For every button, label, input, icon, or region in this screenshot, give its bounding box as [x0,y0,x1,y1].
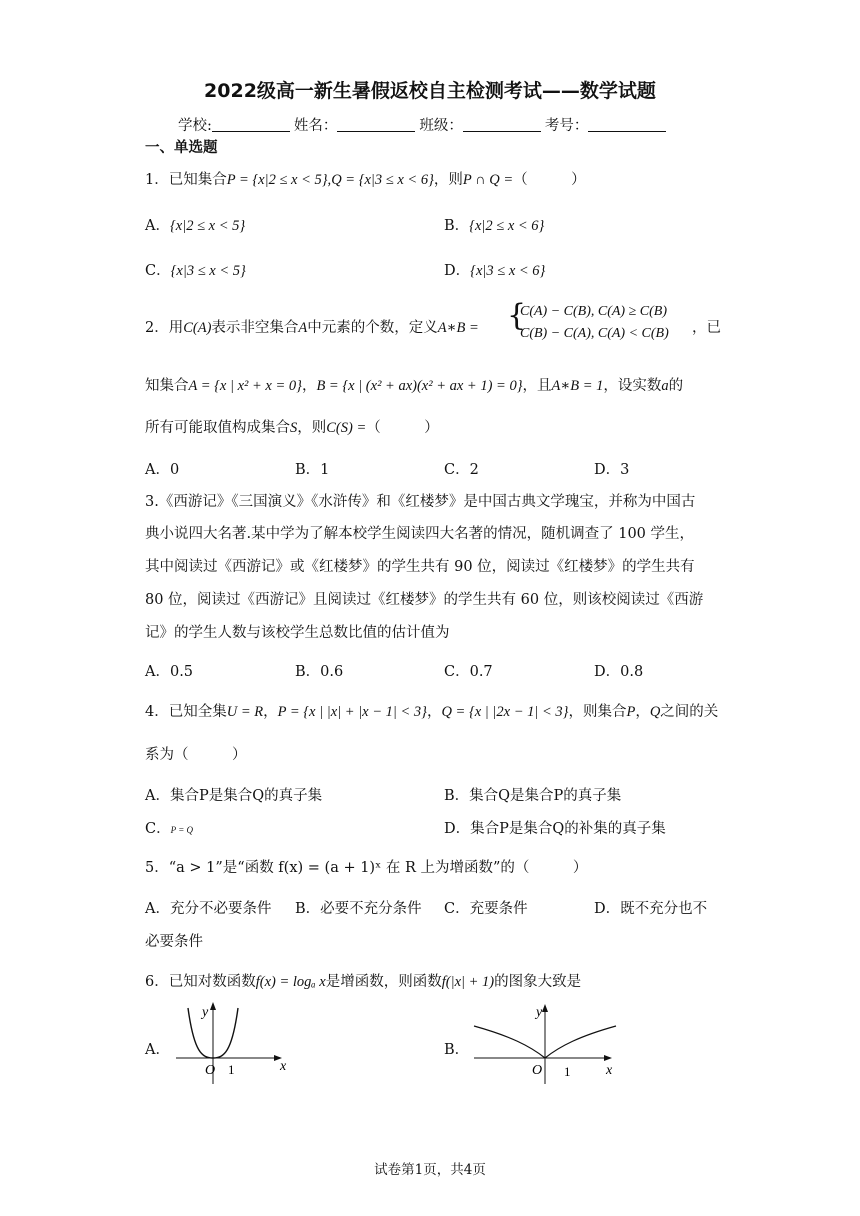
q4-set-p: P = {x | |x| + |x − 1| < 3} [277,704,427,720]
q2-text-c: 中元素的个数，定义 [307,320,438,336]
student-info-line [178,114,670,135]
q4-option-d: D．集合P是集合Q的补集的真子集 [444,821,666,837]
q4-option-c [145,817,193,838]
q4-option-b: B．集合Q是集合P的真子集 [444,788,622,804]
question-4-line-1 [145,700,718,721]
graph-a-origin-label: O [205,1063,216,1078]
q2-set-s: S [290,420,298,436]
q2-option-c: C．2 [444,462,479,478]
q4-text-b: ， [263,704,278,720]
q1-option-b-value: {x|2 ≤ x < 6} [469,218,545,234]
q4-q-letter: Q [649,704,661,720]
q1-option-c-label: C． [145,263,171,279]
q2-option-b: B．1 [295,462,330,478]
exam-no-label: 考号： [544,118,589,134]
q6-text-c: 的图象大致是 [494,974,582,990]
q2-line3-a: 所有可能取值构成集合 [145,420,290,436]
graph-a-y-arrow [210,1002,216,1010]
q1-set-p: P = {x|2 ≤ x < 5}, [226,172,332,188]
q1-option-d-value: {x|3 ≤ x < 6} [470,263,546,279]
question-2-line-3 [145,416,439,437]
q6-option-b-label: B． [444,1042,470,1058]
q3-option-c: C．0.7 [444,664,493,680]
question-3-line-1: 3.《西游记》《三国演义》《水浒传》和《红楼梦》是中国古典文学瑰宝，并称为中国古 [145,494,696,510]
q5-option-b: B．必要不充分条件 [295,901,422,917]
q1-option-b [444,214,544,235]
q1-text-b: ，则 [433,172,463,188]
q3-option-a: A．0.5 [145,664,194,680]
q2-a-letter: A [298,320,308,336]
question-3-line-4: 80 位，阅读过《西游记》且阅读过《红楼梦》的学生共有 60 位，则该校阅读过《西游 [145,592,704,608]
graph-b-x-arrow [604,1055,612,1061]
q1-set-q: Q = {x|3 ≤ x < 6} [331,172,434,188]
question-2-line-1 [145,316,479,337]
page-footer: 试卷第1页，共4页 [374,1162,486,1178]
q4-set-q: Q = {x | |2x − 1| < 3} [441,704,569,720]
q2-option-d: D．3 [594,462,630,478]
q2-case-1: C(A) − C(B), C(A) ≥ C(B) [520,304,667,319]
q4-option-c-label: C． [145,821,171,837]
q5-option-d-continued: 必要条件 [145,934,203,950]
q5-option-a: A．充分不必要条件 [145,901,272,917]
q1-option-d [444,259,545,280]
name-blank [337,117,415,132]
q2-case-2: C(B) − C(A), C(A) < C(B) [520,326,669,341]
q2-a-var: a [661,378,669,394]
q1-option-d-label: D． [444,263,471,279]
question-5-stem: 5．“a > 1”是“函数 f(x) = (a + 1)ˣ 在 R 上为增函数”的（ ） [145,860,588,876]
q2-line2-a: 知集合 [145,378,189,394]
q1-option-a-value: {x|2 ≤ x < 5} [169,218,246,234]
q2-text-a: 2．用 [145,320,184,336]
q1-option-b-label: B． [444,218,470,234]
q2-set-a: A = {x | x² + x = 0} [188,378,302,394]
q2-cs: C(S) = [326,420,367,436]
q3-option-b: B．0.6 [295,664,344,680]
question-6-stem [145,970,581,991]
q4-text-c: ， [426,704,442,720]
q4-text-a: 4．已知全集 [145,704,227,720]
q2-line3-b: ，则 [297,420,327,436]
class-label: 班级： [419,118,463,134]
q6-text-a: 6．已知对数函数 [145,974,256,990]
q2-brace: { [507,298,527,333]
q3-option-d: D．0.8 [594,664,644,680]
q6-graph-a [168,1000,298,1085]
q4-option-a: A．集合P是集合Q的真子集 [145,788,323,804]
question-3-line-2: 典小说四大名著.某中学为了解本校学生阅读四大名著的情况，随机调查了 100 学生， [145,526,695,542]
q1-option-a [145,214,245,235]
q2-condition: A∗B = 1 [551,378,604,394]
school-label: 学校: [178,118,212,134]
q1-expression: P ∩ Q = [462,172,514,188]
q4-option-c-value: P = Q [170,825,194,835]
question-2-line-2 [145,374,683,395]
q6-text-b: 是增函数，则函数 [325,974,442,990]
graph-b-origin-label: O [532,1063,543,1078]
section-heading: 一、单选题 [145,140,218,156]
graph-a-x-label: x [280,1059,287,1074]
q2-definition: A∗B = [437,320,479,336]
q1-answer-paren: （ ） [513,172,586,188]
q4-text-d: ，则集合 [568,704,627,720]
q2-answer-paren: （ ） [366,420,439,436]
question-3-line-3: 其中阅读过《西游记》或《红楼梦》的学生共有 90 位，阅读过《红楼梦》的学生共有 [145,559,695,575]
q4-p-letter: P [626,704,636,720]
q2-set-b: B = {x | (x² + ax)(x² + ax + 1) = 0} [316,378,523,394]
q5-option-d: D．既不充分也不 [594,901,708,917]
graph-b-curve-right [545,1026,616,1058]
q1-text: 1．已知集合 [145,172,227,188]
graph-b-x-label: x [606,1063,613,1078]
graph-a-tick-one: 1 [228,1062,235,1077]
q2-option-a: A．0 [145,462,180,478]
q2-line2-c: ，且 [522,378,552,394]
q2-line2-d: ，设实数 [603,378,662,394]
name-label: 姓名： [293,118,338,134]
graph-b-y-label: y [536,1005,543,1020]
q1-option-c [145,259,246,280]
q2-ca: C(A) [183,320,212,336]
q4-universal-set: U = R [226,704,264,720]
class-blank [463,117,541,132]
graph-b-tick-one: 1 [564,1064,571,1079]
school-blank [212,117,290,132]
q6-composite-function: f(|x| + 1) [441,974,495,990]
q2-line2-e: 的 [668,378,684,394]
q6-option-a-label: A． [145,1042,170,1058]
q2-text-d: ，已 [692,320,721,336]
q1-option-a-label: A． [145,218,170,234]
q4-text-e: ， [635,704,650,720]
graph-b-curve-left [474,1026,545,1058]
question-4-line-2: 系为（ ） [145,747,247,763]
q4-text-f: 之间的关 [660,704,719,720]
question-3-line-5: 记》的学生人数与该校学生总数比值的估计值为 [145,625,450,641]
graph-a-y-label: y [202,1005,209,1020]
q5-option-c: C．充要条件 [444,901,528,917]
q6-log-function: f(x) = logₐ x [255,974,326,990]
graph-b-y-arrow [542,1004,548,1012]
exam-no-blank [588,117,666,132]
q6-graph-b [470,1000,620,1085]
q1-option-c-value: {x|3 ≤ x < 5} [170,263,246,279]
q2-line2-b: ， [301,378,317,394]
page-title: 2022级高一新生暑假返校自主检测考试——数学试题 [204,80,656,102]
q2-text-b: 表示非空集合 [211,320,299,336]
question-1-stem [145,168,586,189]
